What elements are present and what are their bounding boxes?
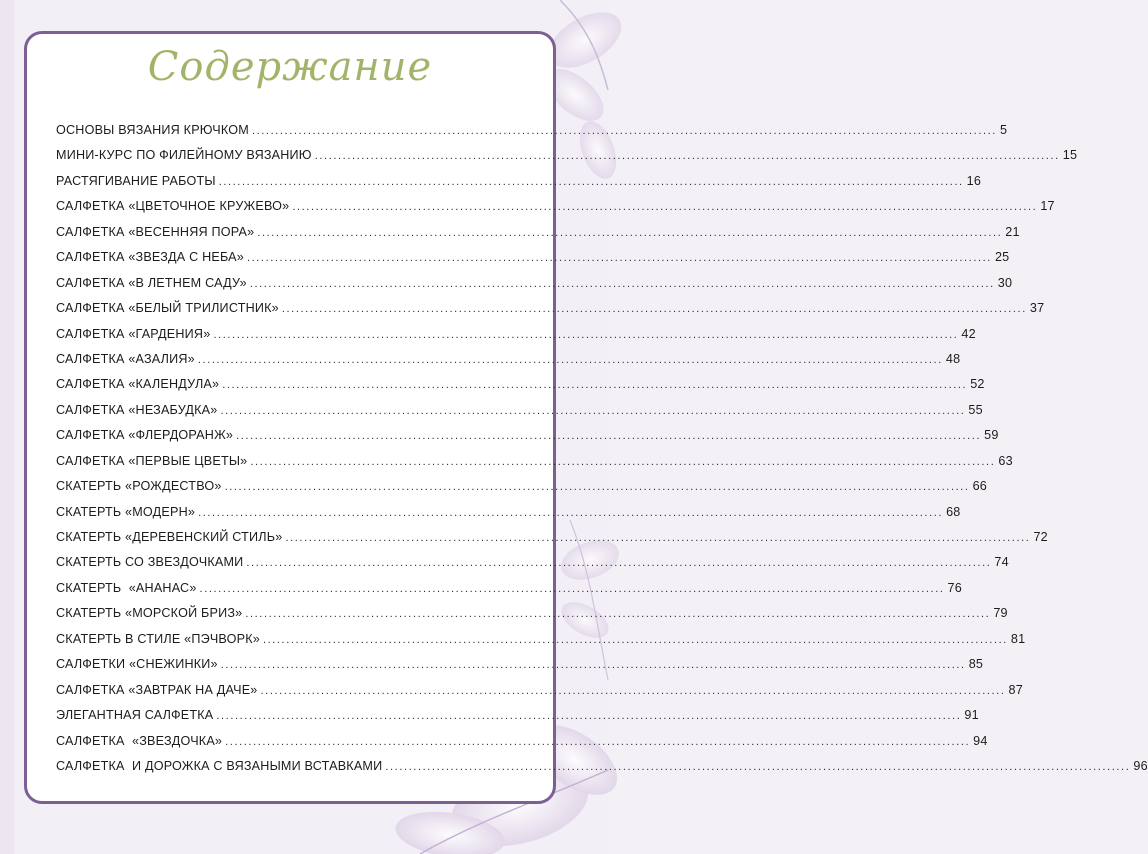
toc-entry-page-number: 30	[997, 275, 1013, 290]
toc-entry	[56, 627, 1026, 652]
toc-entry-title: САЛФЕТКИ «СНЕЖИНКИ»	[56, 657, 218, 672]
toc-entry-title: САЛФЕТКА «БЕЛЫЙ ТРИЛИСТНИК»	[56, 301, 279, 316]
toc-entry	[56, 245, 1010, 270]
toc-entry-page-number: 81	[1010, 631, 1026, 646]
toc-entry-page-number: 66	[972, 479, 987, 494]
toc-entry	[56, 423, 999, 448]
toc-entry-page-number: 15	[1062, 148, 1078, 163]
toc-entry-title: СКАТЕРТЬ «МОРСКОЙ БРИЗ»	[56, 606, 243, 621]
toc-entry-page-number: 42	[961, 326, 976, 341]
dot-leader: ................................................................................................................................................................	[220, 659, 966, 672]
toc-entry-page-number: 76	[947, 580, 962, 595]
toc-entry-page-number: 72	[1033, 530, 1048, 544]
dot-leader: ................................................................................................................................................................	[257, 226, 1003, 239]
dot-leader: ................................................................................................................................................................	[314, 150, 1060, 163]
toc-entry	[56, 322, 976, 347]
toc-entry-title: СКАТЕРТЬ «РОЖДЕСТВО»	[56, 479, 222, 494]
contents-card	[24, 31, 1148, 804]
toc-entry-page-number: 85	[968, 657, 984, 672]
dot-leader: ................................................................................................................................................................	[198, 506, 944, 519]
dot-leader: ................................................................................................................................................................	[251, 125, 997, 137]
dot-leader: ................................................................................................................................................................	[245, 608, 991, 621]
toc-entry-title: ЭЛЕГАНТНАЯ САЛФЕТКА	[56, 708, 214, 723]
toc-entry-title: СКАТЕРТЬ «АНАНАС»	[56, 580, 197, 595]
dot-leader: ................................................................................................................................................................	[222, 379, 968, 392]
toc-entry	[56, 347, 961, 372]
toc-entry-title: САЛФЕТКА «ЦВЕТОЧНОЕ КРУЖЕВО»	[56, 199, 290, 214]
dot-leader: ................................................................................................................................................................	[224, 481, 970, 494]
toc-entry-title: МИНИ-КУРС ПО ФИЛЕЙНОМУ ВЯЗАНИЮ	[56, 148, 312, 163]
toc-entry-page-number: 52	[970, 377, 985, 392]
toc-entry-page-number: 59	[984, 428, 999, 443]
dot-leader: ................................................................................................................................................................	[281, 303, 1027, 316]
toc-entry-page-number: 17	[1040, 199, 1055, 214]
dot-leader: ................................................................................................................................................................	[246, 557, 992, 570]
toc-entry-page-number: 74	[994, 555, 1009, 570]
toc-entry-title: САЛФЕТКА «ЗАВТРАК НА ДАЧЕ»	[56, 682, 258, 697]
dot-leader: ................................................................................................................................................................	[385, 760, 1131, 773]
toc-entry	[56, 449, 1013, 474]
dot-leader: ................................................................................................................................................................	[216, 710, 962, 723]
page-title: Содержание	[147, 44, 433, 90]
dot-leader: ................................................................................................................................................................	[262, 633, 1008, 646]
toc-entry-title: САЛФЕТКА «НЕЗАБУДКА»	[56, 402, 218, 417]
toc-entry-title: САЛФЕТКА «АЗАЛИЯ»	[56, 351, 195, 366]
toc-entry	[56, 398, 983, 423]
toc-entry-title: РАСТЯГИВАНИЕ РАБОТЫ	[56, 173, 216, 188]
toc-entry	[56, 271, 1013, 296]
dot-leader: ................................................................................................................................................................	[249, 277, 995, 290]
toc-entry-title: САЛФЕТКА «ВЕСЕННЯЯ ПОРА»	[56, 224, 255, 239]
dot-leader: ................................................................................................................................................................	[218, 175, 964, 188]
toc-entry-title: САЛФЕТКА «ФЛЕРДОРАНЖ»	[56, 428, 234, 443]
toc-entry	[56, 169, 982, 194]
toc-entry	[56, 296, 1045, 321]
toc-entry	[56, 525, 1048, 550]
dot-leader: ................................................................................................................................................................	[250, 455, 996, 468]
toc-entry-page-number: 94	[973, 733, 988, 748]
toc-entry-page-number: 91	[964, 708, 979, 723]
toc-entry-page-number: 25	[994, 250, 1010, 265]
toc-entry-page-number: 55	[968, 402, 983, 417]
toc-entry-title: САЛФЕТКА И ДОРОЖКА С ВЯЗАНЫМИ ВСТАВКАМИ	[56, 758, 383, 773]
toc-entry	[56, 601, 1008, 626]
toc-entry	[56, 474, 987, 499]
dot-leader: ................................................................................................................................................................	[285, 532, 1031, 544]
dot-leader: ................................................................................................................................................................	[199, 582, 945, 595]
dot-leader: ................................................................................................................................................................	[236, 430, 982, 443]
dot-leader: ................................................................................................................................................................	[292, 201, 1038, 214]
toc-entry-title: СКАТЕРТЬ «МОДЕРН»	[56, 504, 196, 519]
toc-entry-page-number: 79	[993, 606, 1008, 621]
toc-entry-title: СКАТЕРТЬ В СТИЛЕ «ПЭЧВОРК»	[56, 631, 260, 646]
toc-entry-title: САЛФЕТКА «В ЛЕТНЕМ САДУ»	[56, 275, 247, 290]
toc-entry	[56, 550, 1009, 575]
toc-entry-title: САЛФЕТКА «ЗВЕЗДА С НЕБА»	[56, 250, 244, 265]
toc-entry	[56, 372, 985, 397]
toc-entry-page-number: 48	[945, 351, 961, 366]
toc-entry-title: СКАТЕРТЬ СО ЗВЕЗДОЧКАМИ	[56, 555, 244, 570]
toc-entry	[56, 194, 1055, 219]
toc-entry	[56, 576, 962, 601]
toc-entry-page-number: 5	[999, 123, 1008, 137]
toc-entry	[56, 500, 961, 525]
toc-entry-page-number: 96	[1133, 758, 1148, 773]
toc-entry-title: ОСНОВЫ ВЯЗАНИЯ КРЮЧКОМ	[56, 123, 249, 137]
table-of-contents	[56, 118, 1148, 779]
dot-leader: ................................................................................................................................................................	[213, 328, 959, 341]
toc-entry	[56, 118, 1008, 143]
dot-leader: ................................................................................................................................................................	[197, 353, 943, 366]
toc-entry	[56, 678, 1023, 703]
dot-leader: ................................................................................................................................................................	[220, 404, 966, 417]
toc-entry-page-number: 16	[966, 173, 982, 188]
dot-leader: ................................................................................................................................................................	[246, 252, 992, 265]
toc-entry	[56, 703, 979, 728]
toc-entry-title: СКАТЕРТЬ «ДЕРЕВЕНСКИЙ СТИЛЬ»	[56, 530, 283, 544]
toc-entry-page-number: 87	[1008, 682, 1023, 697]
toc-entry-title: САЛФЕТКА «КАЛЕНДУЛА»	[56, 377, 220, 392]
toc-entry-title: САЛФЕТКА «ПЕРВЫЕ ЦВЕТЫ»	[56, 453, 248, 468]
dot-leader: ................................................................................................................................................................	[225, 735, 971, 748]
toc-entry	[56, 729, 988, 754]
toc-entry	[56, 652, 984, 677]
toc-entry-page-number: 21	[1005, 224, 1020, 239]
toc-entry-title: САЛФЕТКА «ГАРДЕНИЯ»	[56, 326, 211, 341]
toc-entry-title: САЛФЕТКА «ЗВЕЗДОЧКА»	[56, 733, 223, 748]
dot-leader: ................................................................................................................................................................	[260, 684, 1006, 697]
toc-entry	[56, 143, 1078, 168]
toc-entry	[56, 220, 1020, 245]
toc-entry	[56, 754, 1148, 779]
toc-entry-page-number: 37	[1029, 301, 1045, 316]
toc-entry-page-number: 63	[998, 453, 1013, 468]
toc-entry-page-number: 68	[946, 504, 961, 519]
